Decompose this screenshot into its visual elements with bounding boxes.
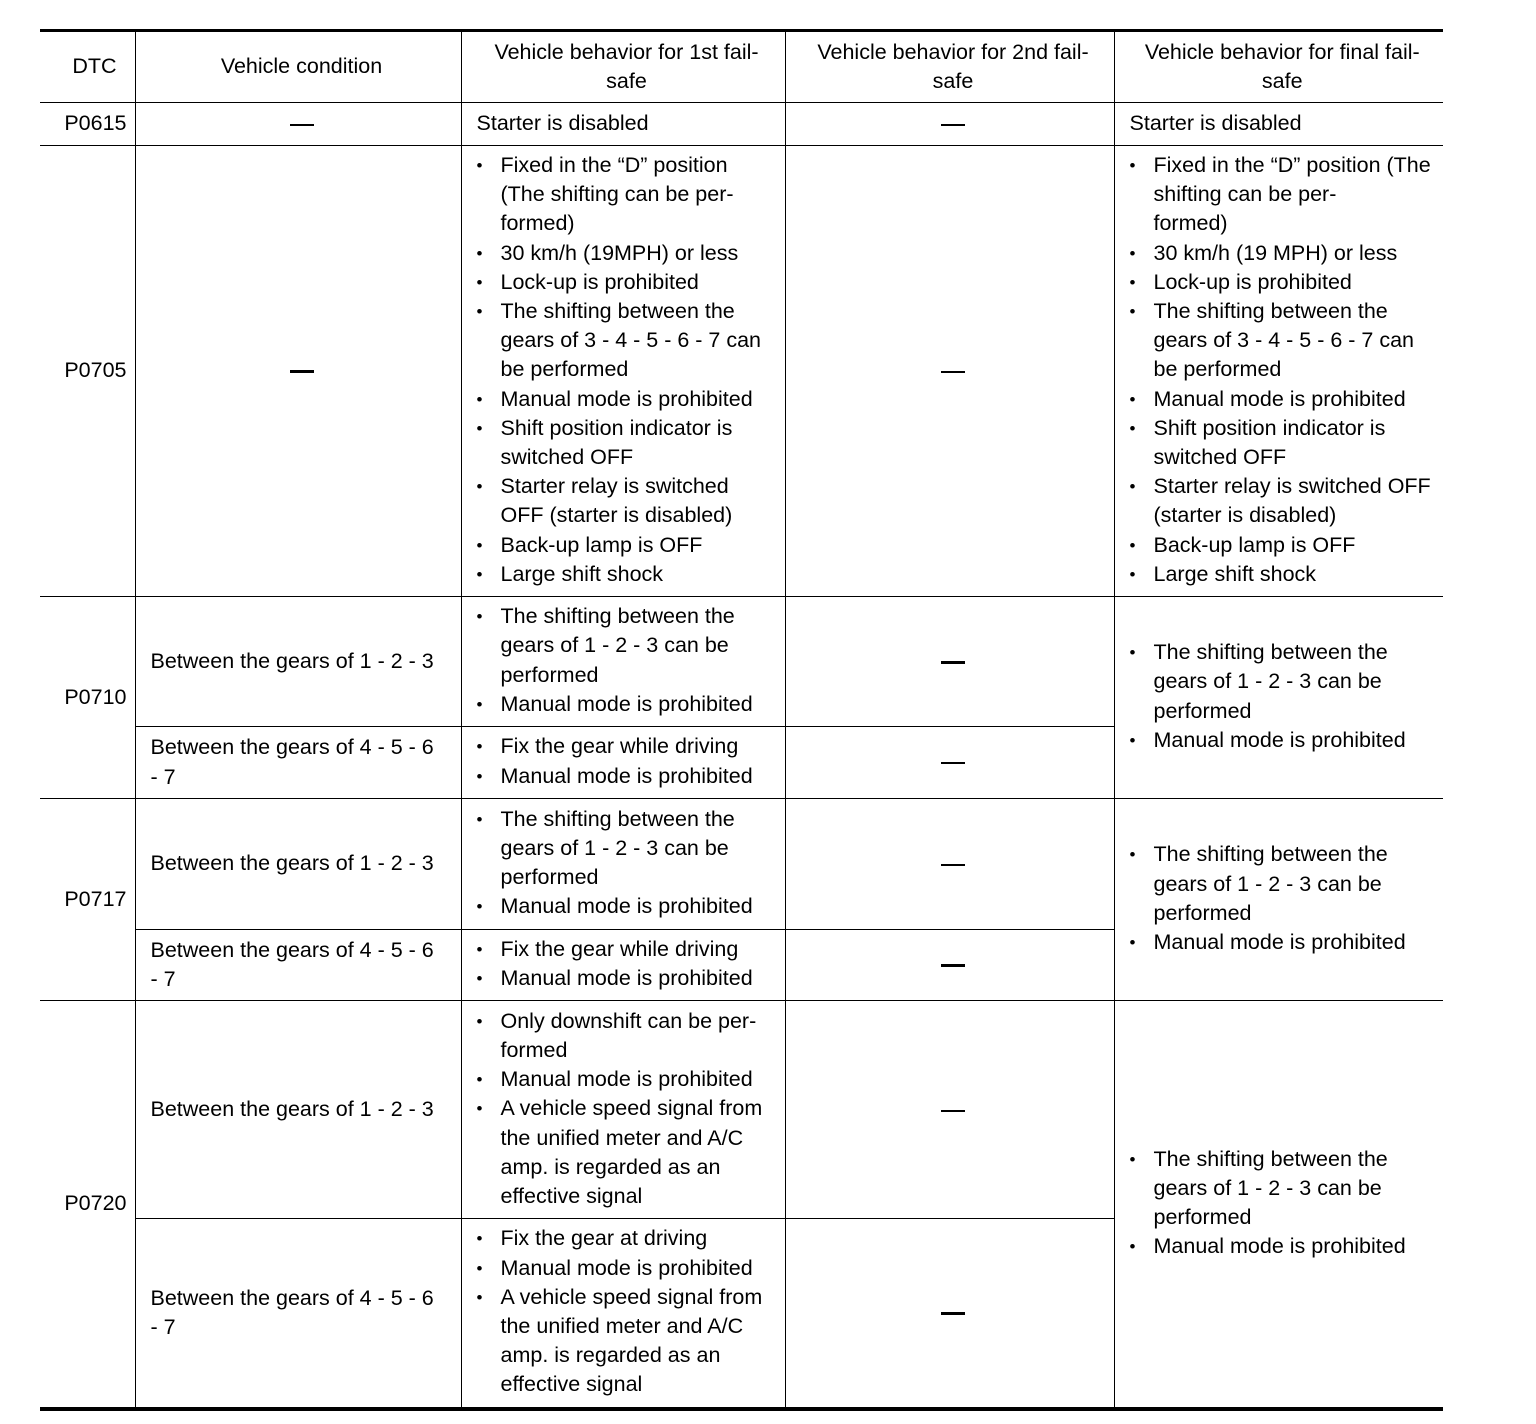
empty-cell-dash [135,103,461,146]
behavior-item: • 30 km/h (19 MPH) or less [1130,239,1436,268]
behavior-item: • Manual mode is prohibited [477,1254,777,1283]
behavior-list [477,1002,777,1218]
behavior-item: • Fix the gear at driving [477,1224,777,1253]
behavior-item: • A vehicle speed signal from the unified meter and A/C amp. is regarded as an effective signal [477,1094,777,1211]
dtc-code: P0717 [40,799,135,1001]
behavior-item: • Manual mode is prohibited [477,964,777,993]
vehicle-condition-cell: Between the gears of 4 - 5 - 6 - 7 [135,930,461,1001]
vehicle-condition-cell: Between the gears of 4 - 5 - 6 - 7 [135,1219,461,1409]
behavior-item: • The shifting between the gears of 3 - 4 - 5 - 6 - 7 can be performed [477,297,777,385]
behavior-item: • Back-up lamp is OFF [477,531,777,560]
behavior-item: • Only downshift can be per- formed [477,1007,777,1065]
first-fail-safe-cell [461,597,785,727]
row-p0615 [40,103,1443,146]
final-fail-safe-cell [1114,597,1443,799]
behavior-list [477,1219,777,1406]
behavior-list [477,930,777,1000]
header-dtc: DTC [40,31,135,103]
behavior-item: • Manual mode is prohibited [1130,726,1436,755]
empty-cell-dash [785,799,1114,930]
first-fail-safe-cell [461,146,785,597]
behavior-list [1130,835,1436,964]
behavior-list [1130,146,1436,596]
behavior-item: • The shifting between the gears of 1 - 2 - 3 can be performed [477,805,777,893]
header-row [40,31,1443,103]
behavior-item: • The shifting between the gears of 1 - 2 - 3 can be performed [1130,1145,1436,1233]
behavior-list [477,146,777,596]
empty-cell-dash [135,146,461,597]
behavior-item: • The shifting between the gears of 3 - 4 - 5 - 6 - 7 can be performed [1130,297,1436,385]
behavior-item: • Starter relay is switched OFF (starter is disabled) [1130,472,1436,530]
behavior-item: • Large shift shock [477,560,777,589]
final-fail-safe-cell [1114,799,1443,1001]
behavior-item: • Starter relay is switched OFF (starter is disabled) [477,472,777,530]
behavior-list [477,727,777,797]
first-fail-safe-cell [461,727,785,799]
empty-cell-dash [785,1001,1114,1219]
empty-cell-dash [785,597,1114,727]
behavior-item: • Shift position indicator is switched OFF [477,414,777,472]
vehicle-condition-cell: Between the gears of 1 - 2 - 3 [135,799,461,930]
behavior-list [477,800,777,929]
row-p0710-a [40,597,1443,727]
header-final-fail-safe: Vehicle behavior for final fail- safe [1114,31,1443,103]
fail-safe-table [40,29,1443,1411]
behavior-item: • Shift position indicator is switched OFF [1130,414,1436,472]
behavior-list [1130,633,1436,762]
first-fail-safe-cell [461,1001,785,1219]
row-p0720-a [40,1001,1443,1219]
behavior-item: • 30 km/h (19MPH) or less [477,239,777,268]
header-second-fail-safe: Vehicle behavior for 2nd fail- safe [785,31,1114,103]
final-fail-safe-cell: Starter is disabled [1114,103,1443,146]
empty-cell-dash [785,727,1114,799]
behavior-item: • Fix the gear while driving [477,935,777,964]
behavior-item: • Fix the gear while driving [477,732,777,761]
vehicle-condition-cell: Between the gears of 4 - 5 - 6 - 7 [135,727,461,799]
vehicle-condition-cell: Between the gears of 1 - 2 - 3 [135,597,461,727]
dtc-code: P0710 [40,597,135,799]
behavior-item: • Large shift shock [1130,560,1436,589]
first-fail-safe-cell [461,799,785,930]
behavior-item: • Back-up lamp is OFF [1130,531,1436,560]
behavior-item: • Manual mode is prohibited [477,385,777,414]
behavior-item: • Manual mode is prohibited [1130,1232,1436,1261]
behavior-item: • The shifting between the gears of 1 - 2 - 3 can be performed [477,602,777,690]
behavior-item: • Lock-up is prohibited [1130,268,1436,297]
header-first-fail-safe: Vehicle behavior for 1st fail- safe [461,31,785,103]
behavior-item: • Manual mode is prohibited [477,690,777,719]
first-fail-safe-cell [461,1219,785,1409]
empty-cell-dash [785,146,1114,597]
behavior-item: • Manual mode is prohibited [477,762,777,791]
behavior-item: • Manual mode is prohibited [477,892,777,921]
dtc-code: P0720 [40,1001,135,1409]
behavior-item: • Manual mode is prohibited [1130,928,1436,957]
empty-cell-dash [785,103,1114,146]
first-fail-safe-cell [461,930,785,1001]
first-fail-safe-cell: Starter is disabled [461,103,785,146]
behavior-list [477,597,777,726]
behavior-item: • Fixed in the “D” position (The shifting can be per- formed) [477,151,777,239]
dtc-code: P0705 [40,146,135,597]
final-fail-safe-cell [1114,1001,1443,1409]
dtc-code: P0615 [40,103,135,146]
behavior-list [1130,1140,1436,1269]
behavior-item: • Manual mode is prohibited [477,1065,777,1094]
row-p0717-a [40,799,1443,930]
behavior-item: • The shifting between the gears of 1 - 2 - 3 can be performed [1130,638,1436,726]
final-fail-safe-cell [1114,146,1443,597]
behavior-item: • Manual mode is prohibited [1130,385,1436,414]
behavior-item: • Fixed in the “D” position (The shifting can be per- formed) [1130,151,1436,239]
header-vehicle-condition: Vehicle condition [135,31,461,103]
row-p0705 [40,146,1443,597]
behavior-item: • Lock-up is prohibited [477,268,777,297]
behavior-item: • A vehicle speed signal from the unified meter and A/C amp. is regarded as an effective signal [477,1283,777,1400]
vehicle-condition-cell: Between the gears of 1 - 2 - 3 [135,1001,461,1219]
empty-cell-dash [785,930,1114,1001]
empty-cell-dash [785,1219,1114,1409]
behavior-item: • The shifting between the gears of 1 - 2 - 3 can be performed [1130,840,1436,928]
